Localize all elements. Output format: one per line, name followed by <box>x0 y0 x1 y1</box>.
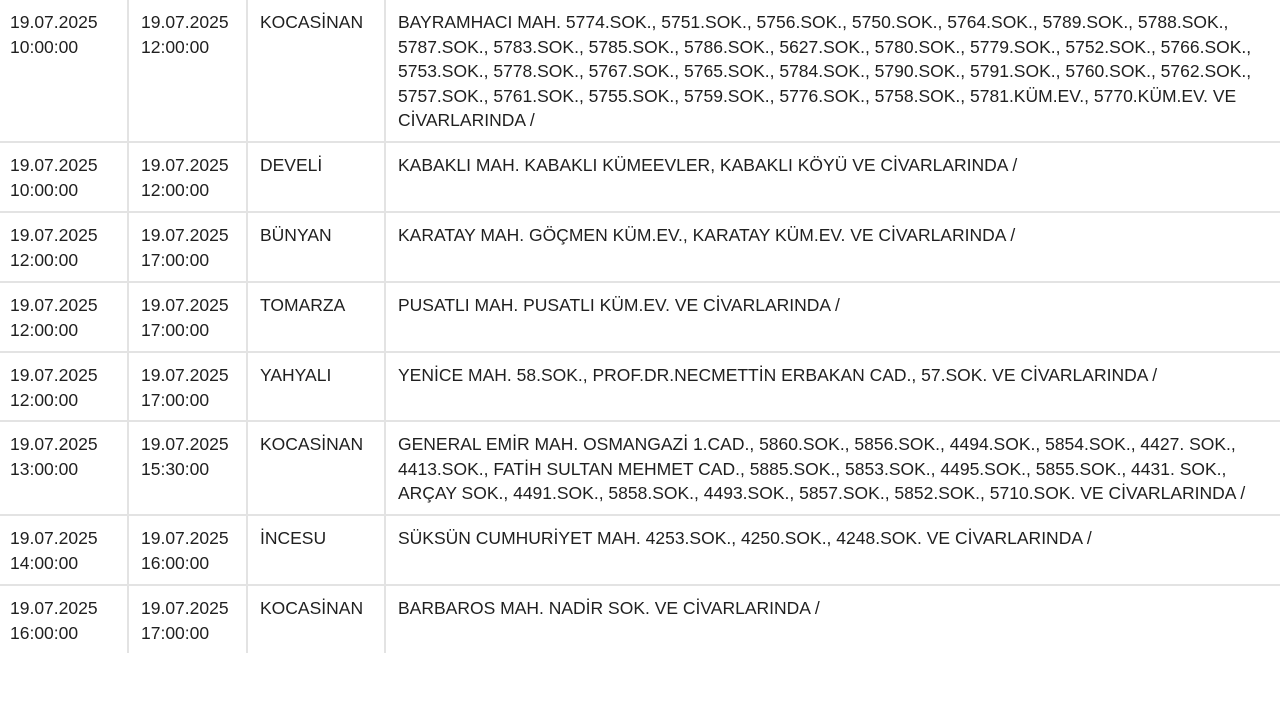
start-date: 19.07.2025 <box>10 598 98 618</box>
area-cell: BAYRAMHACI MAH. 5774.SOK., 5751.SOK., 5756.SOK., 5750.SOK., 5764.SOK., 5789.SOK., 5788.SOK., 5787.SOK., 5783.SOK., 5785.SOK., 5786.SOK., 5627.SOK., 5780.SOK., 5779.SOK., 5752.SOK., 5766.SOK., 5753.SOK., 5778.SOK., 5767.SOK., 5765.SOK., 5784.SOK., 5790.SOK., 5791.SOK., 5760.SOK., 5762.SOK., 5757.SOK., 5761.SOK., 5755.SOK., 5759.SOK., 5776.SOK., 5758.SOK., 5781.KÜM.EV., 5770.KÜM.EV. VE CİVARLARINDA / <box>385 0 1280 142</box>
start-time: 12:00:00 <box>10 249 79 270</box>
area-cell: BARBAROS MAH. NADİR SOK. VE CİVARLARINDA / <box>398 598 820 618</box>
start-datetime-cell <box>0 585 128 653</box>
start-datetime-cell <box>0 282 128 352</box>
district-cell: KOCASİNAN <box>247 421 385 515</box>
table-row <box>0 352 1280 421</box>
start-date: 19.07.2025 <box>10 434 98 454</box>
end-time: 17:00:00 <box>141 389 210 410</box>
end-datetime-cell <box>128 515 247 585</box>
end-time: 12:00:00 <box>141 36 210 57</box>
table-row <box>0 585 1280 653</box>
start-time: 13:00:00 <box>10 458 79 479</box>
end-time: 17:00:00 <box>141 319 210 340</box>
table-row <box>0 282 1280 352</box>
start-date: 19.07.2025 <box>10 295 98 315</box>
end-date: 19.07.2025 <box>141 434 229 454</box>
area-cell: YENİCE MAH. 58.SOK., PROF.DR.NECMETTİN ERBAKAN CAD., 57.SOK. VE CİVARLARINDA / <box>385 352 1280 421</box>
start-datetime-cell <box>0 352 128 421</box>
start-time: 10:00:00 <box>10 36 79 57</box>
end-time: 15:30:00 <box>141 458 210 479</box>
end-date: 19.07.2025 <box>141 365 229 385</box>
start-time: 12:00:00 <box>10 319 79 340</box>
start-time: 14:00:00 <box>10 552 79 573</box>
district-cell: KOCASİNAN <box>247 585 385 653</box>
start-date: 19.07.2025 <box>10 365 98 385</box>
district-cell: DEVELİ <box>247 142 385 212</box>
end-time: 17:00:00 <box>141 622 210 643</box>
start-datetime-cell <box>0 0 128 142</box>
table-row <box>0 142 1280 212</box>
area-cell: KABAKLI MAH. KABAKLI KÜMEEVLER, KABAKLI KÖYÜ VE CİVARLARINDA / <box>385 142 1280 212</box>
end-date: 19.07.2025 <box>141 155 229 175</box>
district-cell: YAHYALI <box>247 352 385 421</box>
start-datetime-cell <box>0 421 128 515</box>
district-cell: BÜNYAN <box>247 212 385 282</box>
start-date: 19.07.2025 <box>10 155 98 175</box>
table-row <box>0 421 1280 515</box>
district-cell: TOMARZA <box>247 282 385 352</box>
end-date: 19.07.2025 <box>141 295 229 315</box>
area-cell: SÜKSÜN CUMHURİYET MAH. 4253.SOK., 4250.SOK., 4248.SOK. VE CİVARLARINDA / <box>385 515 1280 585</box>
start-datetime-cell <box>0 142 128 212</box>
start-date: 19.07.2025 <box>10 12 98 32</box>
start-time: 10:00:00 <box>10 179 79 200</box>
end-time: 17:00:00 <box>141 249 210 270</box>
end-date: 19.07.2025 <box>141 598 229 618</box>
end-datetime-cell <box>128 352 247 421</box>
end-date: 19.07.2025 <box>141 12 229 32</box>
start-time: 16:00:00 <box>10 622 79 643</box>
end-time: 12:00:00 <box>141 179 210 200</box>
area-cell: KARATAY MAH. GÖÇMEN KÜM.EV., KARATAY KÜM.EV. VE CİVARLARINDA / <box>385 212 1280 282</box>
start-date: 19.07.2025 <box>10 225 98 245</box>
district-cell: İNCESU <box>247 515 385 585</box>
end-datetime-cell <box>128 282 247 352</box>
end-date: 19.07.2025 <box>141 225 229 245</box>
start-datetime-cell <box>0 515 128 585</box>
end-datetime-cell <box>128 212 247 282</box>
end-time: 16:00:00 <box>141 552 210 573</box>
table-row <box>0 0 1280 142</box>
end-datetime-cell <box>128 585 247 653</box>
area-cell: PUSATLI MAH. PUSATLI KÜM.EV. VE CİVARLARINDA / <box>385 282 1280 352</box>
table-row <box>0 515 1280 585</box>
end-datetime-cell <box>128 0 247 142</box>
end-datetime-cell <box>128 421 247 515</box>
table-row <box>0 212 1280 282</box>
start-date: 19.07.2025 <box>10 528 98 548</box>
start-time: 12:00:00 <box>10 389 79 410</box>
area-cell: GENERAL EMİR MAH. OSMANGAZİ 1.CAD., 5860.SOK., 5856.SOK., 4494.SOK., 5854.SOK., 4427. SOK., 4413.SOK., FATİH SULTAN MEHMET CAD., 5885.SOK., 5853.SOK., 4495.SOK., 5855.SOK., 4431. SOK., ARÇAY SOK., 4491.SOK., 5858.SOK., 4493.SOK., 5857.SOK., 5852.SOK., 5710.SOK. VE CİVARLARINDA / <box>385 421 1280 515</box>
end-date: 19.07.2025 <box>141 528 229 548</box>
start-datetime-cell <box>0 212 128 282</box>
end-datetime-cell <box>128 142 247 212</box>
district-cell: KOCASİNAN <box>247 0 385 142</box>
